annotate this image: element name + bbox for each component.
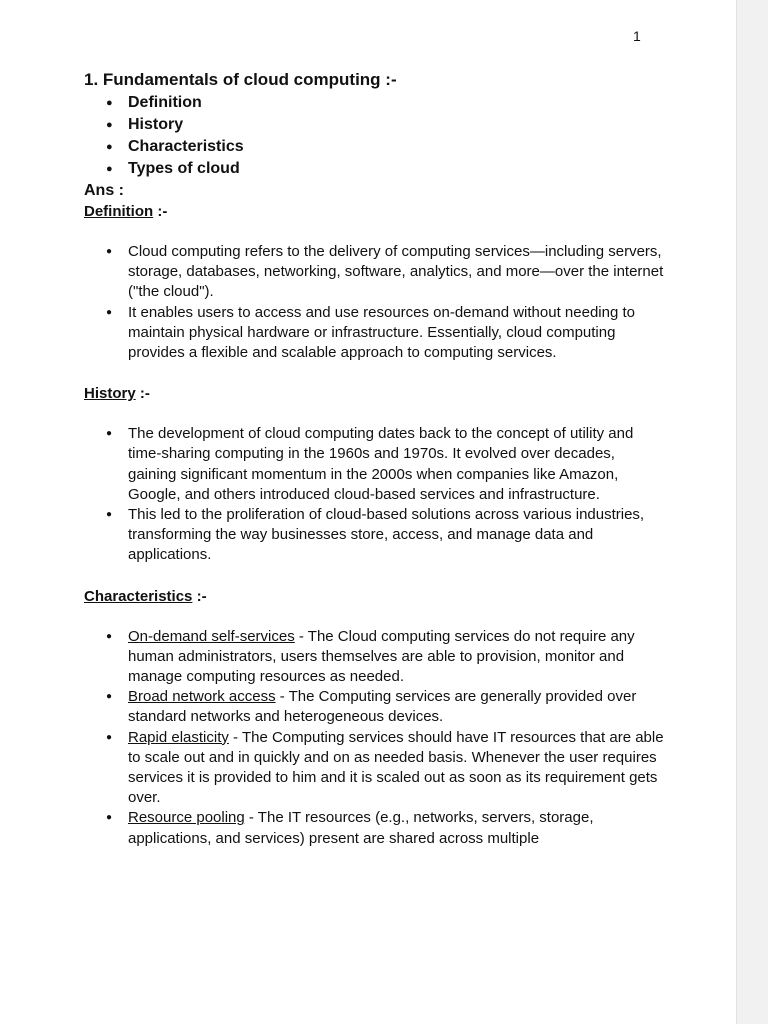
- main-title: 1. Fundamentals of cloud computing :-: [84, 70, 397, 89]
- topic-item: ● Definition: [106, 92, 664, 114]
- history-bullet: ● This led to the proliferation of cloud-based solutions across various industries, transforming the way businesses store, access, and manage data and applications.: [106, 505, 664, 566]
- characteristics-heading-suffix: :-: [192, 587, 207, 605]
- characteristics-section: [84, 586, 664, 849]
- characteristic-term: Resource pooling: [128, 809, 245, 827]
- definition-heading-text: Definition: [84, 203, 154, 220]
- characteristic-text: - The Computing services are generally provided over standard networks and heterogeneous devices.: [128, 688, 637, 726]
- characteristic-term: Broad network access: [128, 688, 276, 706]
- history-bullets: [84, 424, 664, 565]
- characteristics-heading: [84, 586, 664, 607]
- document-content: [84, 68, 664, 869]
- answer-label: Ans :: [84, 182, 124, 199]
- characteristic-term: On-demand self-services: [128, 627, 295, 645]
- characteristic-text: - The IT resources (e.g., networks, servers, storage, applications, and services) present are shared across multiple: [128, 809, 594, 847]
- history-heading-text: History: [84, 385, 136, 403]
- definition-bullet: ● Cloud computing refers to the delivery of computing services—including servers, storage, databases, networking, software, analytics, and more—over the internet ("the cloud").: [106, 242, 664, 303]
- page-edge-shadow: [736, 0, 768, 1024]
- history-heading-suffix: :-: [135, 385, 150, 403]
- page-number: 1: [633, 28, 641, 44]
- topic-item: ● History: [106, 114, 664, 136]
- history-section: [84, 383, 664, 565]
- characteristic-term: Rapid elasticity: [128, 728, 229, 746]
- topic-item: ● Characteristics: [106, 136, 664, 158]
- definition-heading: [84, 201, 664, 222]
- history-bullet: ● The development of cloud computing dates back to the concept of utility and time-sharing computing in the 1960s and 1970s. It evolved over decades, gaining significant momentum in the 2000s when companies like Amazon, Google, and others introduced cloud-based services and infrastructure.: [106, 424, 664, 505]
- characteristics-bullets: [84, 627, 664, 849]
- characteristic-item: [106, 728, 664, 809]
- characteristic-item: [106, 627, 664, 688]
- definition-heading-suffix: :-: [153, 203, 168, 220]
- characteristic-item: [106, 687, 664, 727]
- definition-section: [84, 201, 664, 363]
- topic-item: ● Types of cloud: [106, 158, 664, 180]
- characteristics-heading-text: Characteristics: [84, 587, 193, 605]
- definition-bullets: [84, 242, 664, 363]
- characteristic-item: [106, 808, 664, 848]
- history-heading: [84, 383, 664, 404]
- topic-list: [84, 92, 664, 180]
- characteristic-text: - The Cloud computing services do not require any human administrators, users themselves are able to provision, monitor and manage computing resources as needed.: [128, 627, 635, 686]
- characteristic-text: - The Computing services should have IT resources that are able to scale out and in quickly and on as needed basis. Whenever the user requires services it is provided to him and it is scaled out as soon as its requirement gets over.: [128, 728, 664, 807]
- definition-bullet: ● It enables users to access and use resources on-demand without needing to maintain physical hardware or infrastructure. Essentially, cloud computing provides a flexible and scalable approach to computing services.: [106, 303, 664, 364]
